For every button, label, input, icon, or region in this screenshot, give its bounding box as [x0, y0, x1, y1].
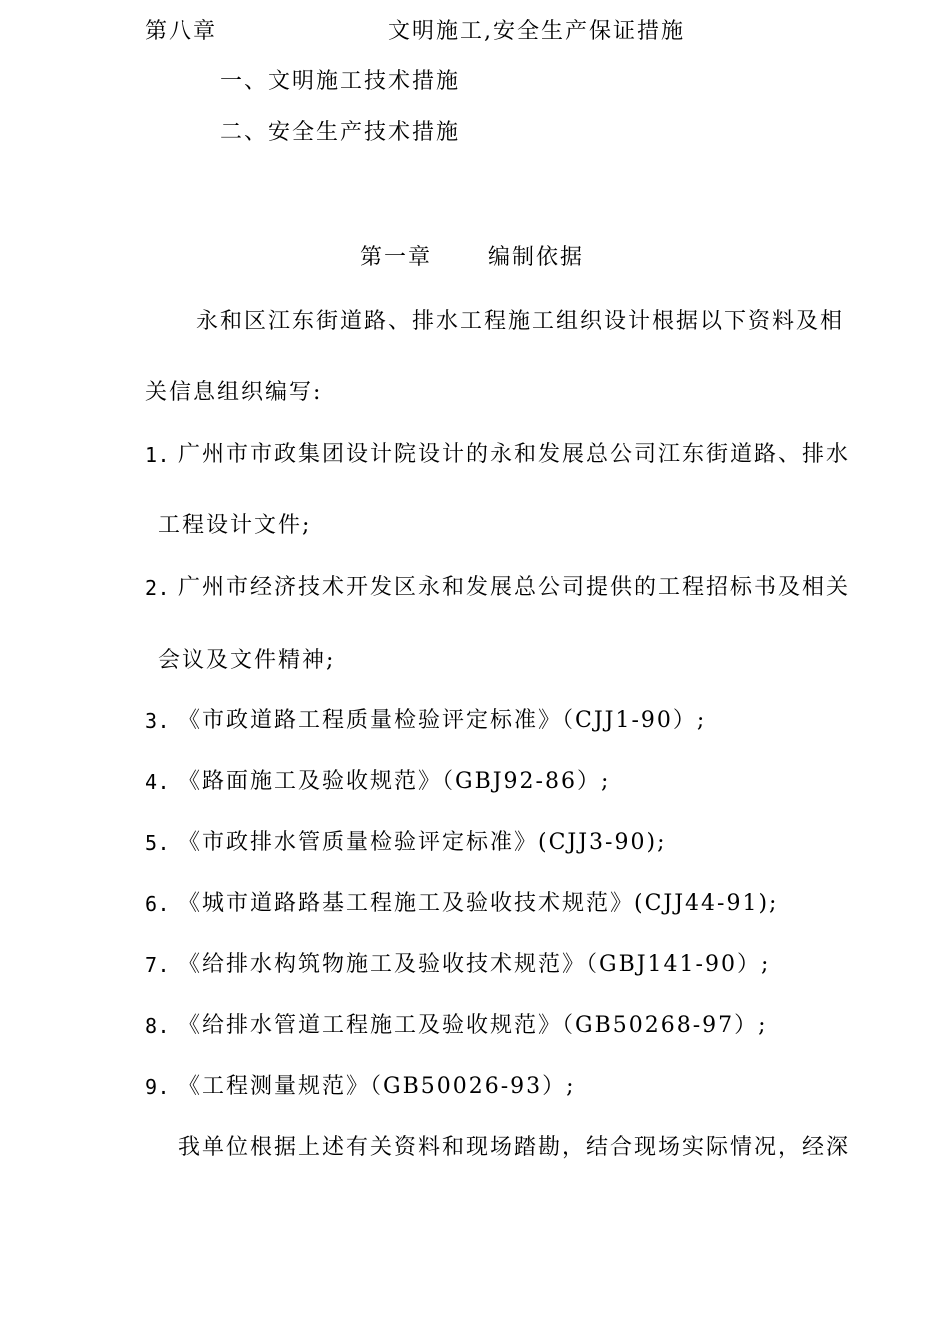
- list-item-text: 广州市市政集团设计院设计的永和发展总公司江东街道路、排水: [178, 442, 851, 467]
- list-item-text: 《给排水构筑物施工及验收技术规范》（GBJ141-90）;: [178, 952, 771, 977]
- list-item-number: 3.: [145, 709, 171, 733]
- list-item-number: 9.: [145, 1075, 171, 1099]
- list-item-text: 《路面施工及验收规范》（GBJ92-86）;: [178, 769, 611, 794]
- closing-paragraph: 我单位根据上述有关资料和现场踏勘，结合现场实际情况，经深: [178, 1135, 851, 1160]
- list-item-number: 1.: [145, 443, 171, 467]
- list-item-continuation: 工程设计文件;: [158, 513, 312, 538]
- list-item-continuation: 会议及文件精神;: [158, 648, 336, 673]
- list-item-number: 2.: [145, 576, 171, 600]
- intro-line-1: 永和区江东街道路、排水工程施工组织设计根据以下资料及相: [196, 309, 845, 334]
- list-item-number: 4.: [145, 770, 171, 794]
- list-item-text: 广州市经济技术开发区永和发展总公司提供的工程招标书及相关: [178, 575, 851, 600]
- list-item-number: 6.: [145, 892, 171, 916]
- list-item-number: 8.: [145, 1014, 171, 1038]
- chapter-number: 第一章: [360, 245, 433, 270]
- list-item-number: 5.: [145, 831, 171, 855]
- list-item-text: 《市政排水管质量检验评定标准》(CJJ3-90);: [178, 830, 667, 855]
- intro-line-2: 关信息组织编写:: [145, 380, 323, 405]
- list-item-text: 《市政道路工程质量检验评定标准》（CJJ1-90）;: [178, 708, 707, 733]
- list-item-text: 《工程测量规范》（GB50026-93）;: [178, 1074, 576, 1099]
- chapter-title: 编制依据: [488, 245, 585, 270]
- toc-section-1: 一、文明施工技术措施: [220, 69, 461, 94]
- toc-chapter-label: 第八章: [145, 19, 218, 44]
- toc-section-2: 二、安全生产技术措施: [220, 120, 461, 145]
- list-item-number: 7.: [145, 953, 171, 977]
- list-item-text: 《城市道路路基工程施工及验收技术规范》(CJJ44-91);: [178, 891, 779, 916]
- list-item-text: 《给排水管道工程施工及验收规范》（GB50268-97）;: [178, 1013, 768, 1038]
- toc-chapter-title: 文明施工,安全生产保证措施: [388, 19, 685, 44]
